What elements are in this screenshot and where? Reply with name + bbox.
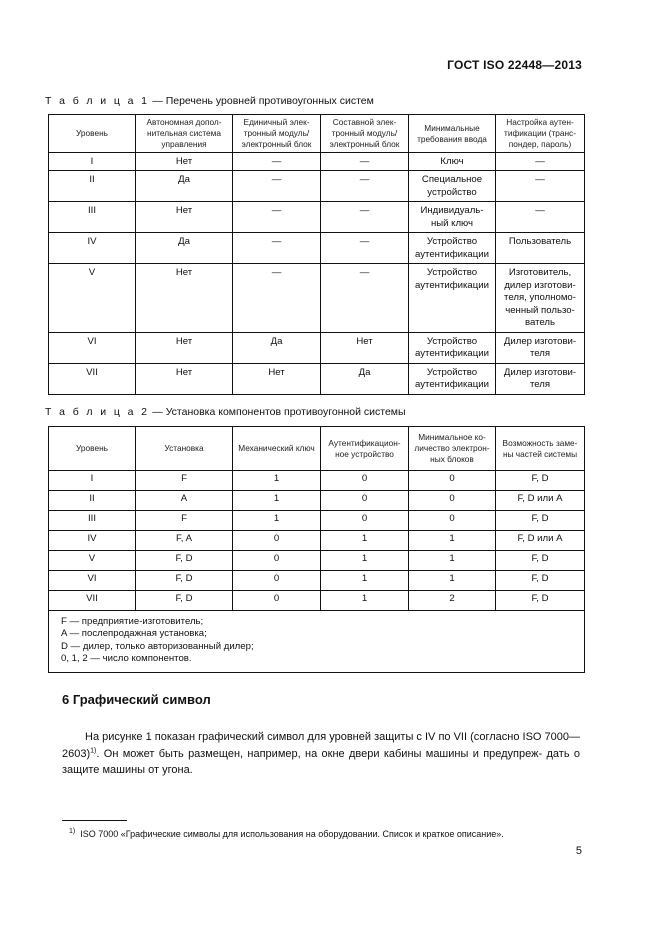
footnote-text: ISO 7000 «Графические символы для использования на оборудовании. Список и краткое описание». xyxy=(80,829,504,839)
table-cell: F, D xyxy=(136,591,233,611)
table-row xyxy=(49,332,585,363)
footnote-reference: 1) xyxy=(90,746,97,754)
table-cell: 0 xyxy=(321,471,409,491)
table-cell: Да xyxy=(321,363,409,394)
table-cell: Да xyxy=(136,171,233,202)
table-cell: V xyxy=(49,264,136,332)
table-cell: Устройство аутентификации xyxy=(409,264,496,332)
table-cell: Дилер изготови- теля xyxy=(496,332,585,363)
table-cell: F, D xyxy=(136,571,233,591)
table-cell: — xyxy=(321,171,409,202)
table-cell: Устройство аутентификации xyxy=(409,233,496,264)
header-cell: Аутентификацион- ное устройство xyxy=(321,427,409,471)
table-cell: — xyxy=(321,264,409,332)
table-cell: Дилер изготови- теля xyxy=(496,363,585,394)
table-cell: 1 xyxy=(321,591,409,611)
table-row xyxy=(49,491,585,511)
table-cell: F, D xyxy=(496,591,585,611)
table-cell: — xyxy=(321,202,409,233)
table-cell: 1 xyxy=(409,551,496,571)
header-cell: Установка xyxy=(136,427,233,471)
header-cell: Составной элек- тронный модуль/ электронный блок xyxy=(321,115,409,153)
table-cell: 1 xyxy=(233,491,321,511)
table-cell: 0 xyxy=(321,491,409,511)
footnote xyxy=(69,828,504,839)
table-cell: F, D xyxy=(496,551,585,571)
page-number: 5 xyxy=(575,845,582,857)
table-cell: — xyxy=(321,233,409,264)
table-cell: 1 xyxy=(409,531,496,551)
table-cell: 0 xyxy=(233,591,321,611)
table-header-row xyxy=(49,427,585,471)
table-cell: Нет xyxy=(136,264,233,332)
table2-caption-prefix: Т а б л и ц а 2 xyxy=(45,406,150,418)
table-cell: F xyxy=(136,511,233,531)
table-cell: — xyxy=(233,171,321,202)
table1-caption xyxy=(45,95,374,107)
table-cell: Ключ xyxy=(409,153,496,171)
table-cell: VII xyxy=(49,363,136,394)
legend-line: D — дилер, только авторизованный дилер; xyxy=(61,640,254,652)
table-cell: 1 xyxy=(321,571,409,591)
table-cell: F, D xyxy=(496,471,585,491)
table-row xyxy=(49,591,585,611)
table-cell: 1 xyxy=(321,531,409,551)
table-cell: — xyxy=(233,233,321,264)
table-row xyxy=(49,551,585,571)
table-row xyxy=(49,531,585,551)
table-row xyxy=(49,571,585,591)
header-cell: Настройка аутен- тификации (транс- пондер, пароль) xyxy=(496,115,585,153)
table-cell: Нет xyxy=(136,332,233,363)
header-cell: Уровень xyxy=(49,427,136,471)
table-cell: 0 xyxy=(409,471,496,491)
body-paragraph xyxy=(62,729,580,779)
table-row xyxy=(49,171,585,202)
table-cell: — xyxy=(496,153,585,171)
table-cell: 1 xyxy=(233,471,321,491)
table-cell: — xyxy=(496,171,585,202)
header-cell: Минимальное ко- личество электрон- ных блоков xyxy=(409,427,496,471)
anti-theft-levels-table xyxy=(48,114,585,395)
table-cell: Нет xyxy=(233,363,321,394)
header-cell: Механический ключ xyxy=(233,427,321,471)
footnote-mark: 1) xyxy=(69,828,76,835)
table-cell: VII xyxy=(49,591,136,611)
table-cell: — xyxy=(233,153,321,171)
table-legend-row xyxy=(49,611,585,673)
table-cell: F, D или A xyxy=(496,491,585,511)
table-cell: Да xyxy=(233,332,321,363)
table1-caption-prefix: Т а б л и ц а 1 xyxy=(45,95,150,107)
table-cell: II xyxy=(49,171,136,202)
section-heading: 6 Графический символ xyxy=(62,692,211,707)
table-cell: Нет xyxy=(136,202,233,233)
paragraph-text-start: На рисунке 1 показан графический символ для уровней защиты с IV по VII (согласно ISO 7000—2603) xyxy=(62,731,581,760)
table-cell: V xyxy=(49,551,136,571)
table-cell: Индивидуаль- ный ключ xyxy=(409,202,496,233)
table-cell: — xyxy=(233,202,321,233)
table-cell: Изготовитель, дилер изготови- теля, уполномо- ченный пользо- ватель xyxy=(496,264,585,332)
table2-caption-text: — Установка компонентов противоугонной системы xyxy=(149,406,406,418)
table-cell: 0 xyxy=(409,511,496,531)
table-cell: II xyxy=(49,491,136,511)
header-cell: Уровень xyxy=(49,115,136,153)
table-cell: III xyxy=(49,511,136,531)
table-cell: F, D xyxy=(496,571,585,591)
table-cell: F, D или A xyxy=(496,531,585,551)
legend-line: A — послепродажная установка; xyxy=(61,628,207,640)
header-cell: Единичный элек- тронный модуль/ электронный блок xyxy=(233,115,321,153)
table-cell: I xyxy=(49,471,136,491)
table-cell: F, D xyxy=(496,511,585,531)
table-row xyxy=(49,511,585,531)
table-cell: Нет xyxy=(136,153,233,171)
table-row xyxy=(49,153,585,171)
paragraph-text-end: . Он может быть размещен, например, на окне двери кабины машины и предупреж- дать о защите машины от угона. xyxy=(62,747,580,776)
table-cell: 2 xyxy=(409,591,496,611)
table-row xyxy=(49,202,585,233)
table-cell: Да xyxy=(136,233,233,264)
table-cell: F, D xyxy=(136,551,233,571)
table-cell: 1 xyxy=(233,511,321,531)
table-cell: VI xyxy=(49,332,136,363)
table-cell: 0 xyxy=(233,531,321,551)
table-cell: 0 xyxy=(321,511,409,531)
component-installation-table xyxy=(48,426,585,673)
table-header-row xyxy=(49,115,585,153)
table-cell: Специальное устройство xyxy=(409,171,496,202)
table-cell: Устройство аутентификации xyxy=(409,363,496,394)
table-cell: 0 xyxy=(233,551,321,571)
table-cell: Нет xyxy=(136,363,233,394)
table-cell: IV xyxy=(49,531,136,551)
table-cell: 0 xyxy=(409,491,496,511)
table2-caption xyxy=(45,406,406,418)
table-legend xyxy=(49,611,585,673)
table1-caption-text: — Перечень уровней противоугонных систем xyxy=(149,95,374,107)
table-row xyxy=(49,363,585,394)
table-cell: — xyxy=(321,153,409,171)
table-cell: A xyxy=(136,491,233,511)
standard-designation: ГОСТ ISO 22448—2013 xyxy=(447,58,582,72)
table-cell: 1 xyxy=(321,551,409,571)
legend-line: F — предприятие-изготовитель; xyxy=(61,616,204,627)
table-cell: Пользователь xyxy=(496,233,585,264)
table-row xyxy=(49,471,585,491)
footnote-divider xyxy=(62,820,127,821)
table-row xyxy=(49,233,585,264)
table-cell: IV xyxy=(49,233,136,264)
table-cell: Нет xyxy=(321,332,409,363)
legend-line: 0, 1, 2 — число компонентов. xyxy=(61,653,192,665)
header-cell: Автономная допол- нительная система управления xyxy=(136,115,233,153)
table-cell: VI xyxy=(49,571,136,591)
table-cell: F xyxy=(136,471,233,491)
header-cell: Возможность заме- ны частей системы xyxy=(496,427,585,471)
table-row xyxy=(49,264,585,332)
table-cell: Устройство аутентификации xyxy=(409,332,496,363)
table-cell: 1 xyxy=(409,571,496,591)
table-cell: — xyxy=(496,202,585,233)
table-cell: III xyxy=(49,202,136,233)
table-cell: 0 xyxy=(233,571,321,591)
header-cell: Минимальные требования ввода xyxy=(409,115,496,153)
table-cell: I xyxy=(49,153,136,171)
table-cell: — xyxy=(233,264,321,332)
table-cell: F, A xyxy=(136,531,233,551)
